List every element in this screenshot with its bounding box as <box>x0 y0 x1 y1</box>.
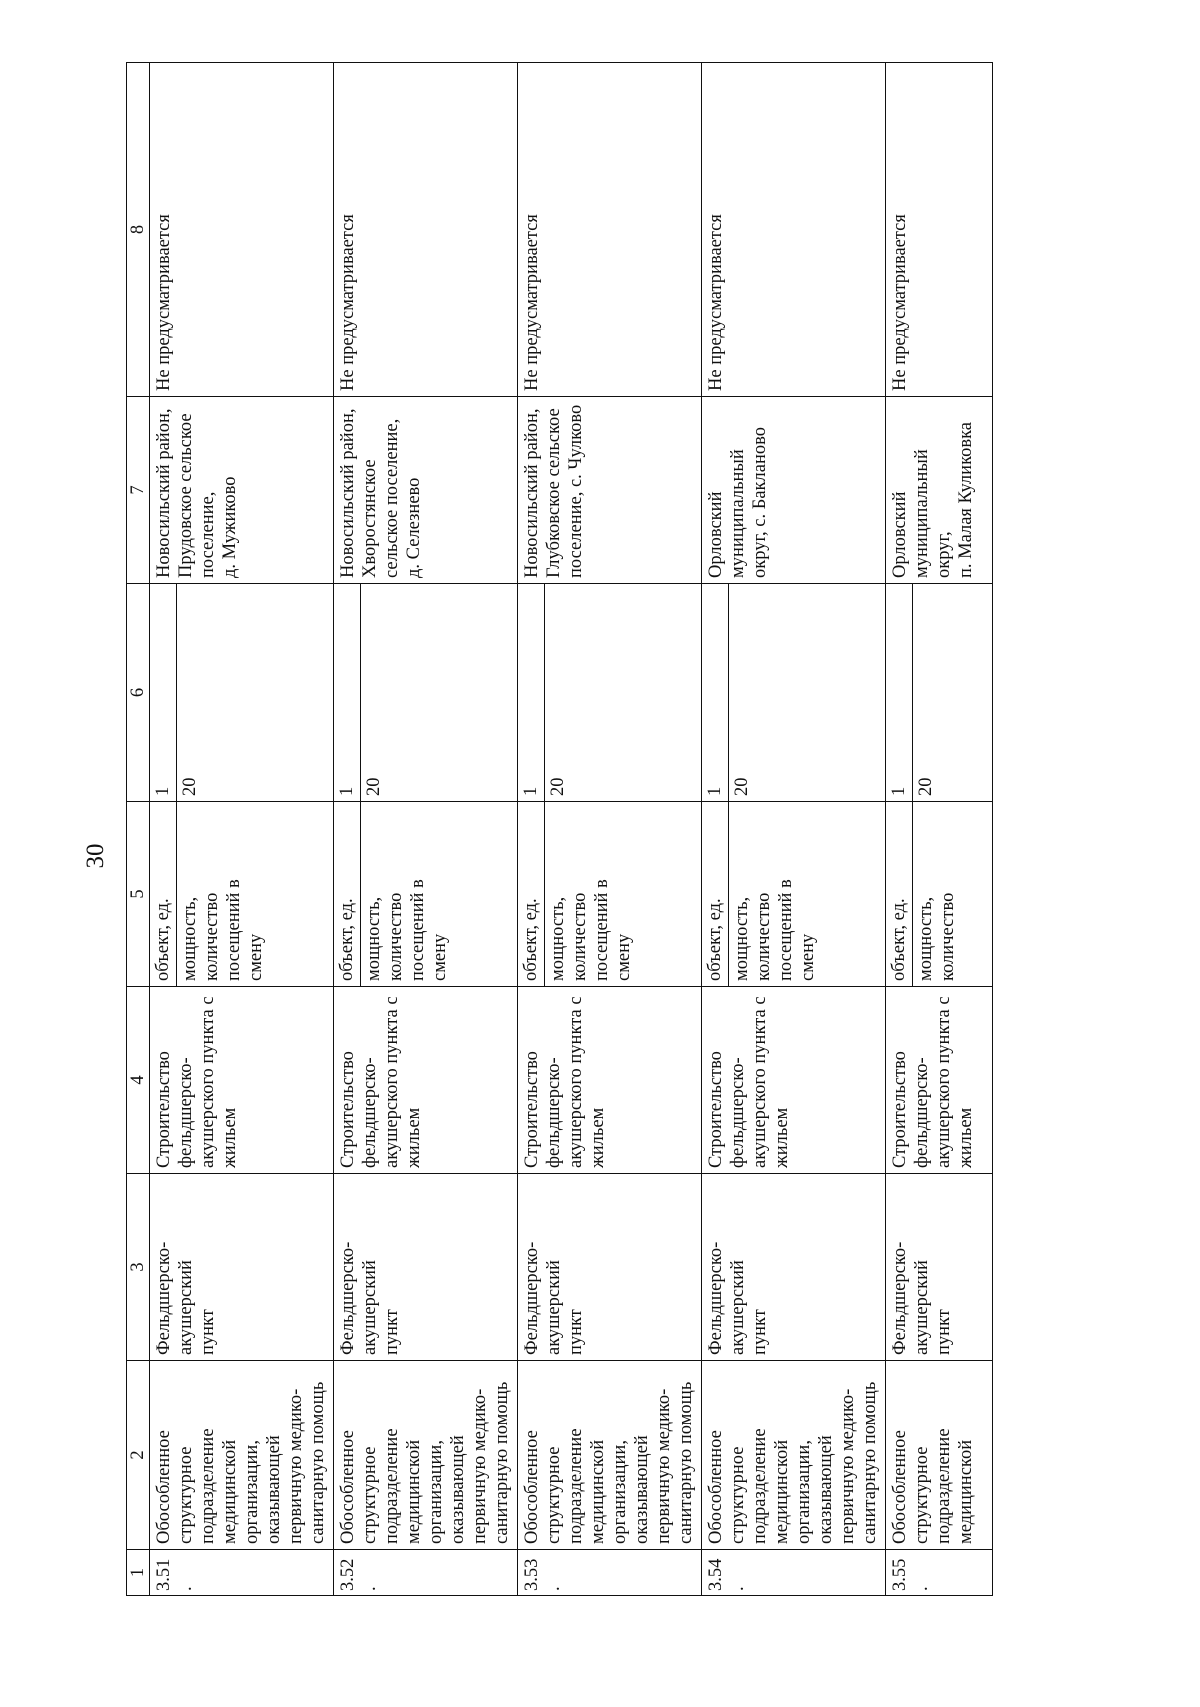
unit-bottom: мощность, количество посещений в смену <box>180 879 266 981</box>
unit-top: объект, ед. <box>334 802 361 986</box>
object-purpose: Строительство фельдшерско- акушерского пункта с жильем <box>702 987 886 1174</box>
value-cell <box>518 584 702 802</box>
object-type: Обособленное структурное подразделение медицинской организации, оказывающей первичную медико- санитарную помощь <box>702 1361 886 1550</box>
value-cell <box>334 584 518 802</box>
unit-cell <box>150 802 334 987</box>
object-zone: Не предусматривается <box>702 63 886 397</box>
object-location: Орловский муниципальный округ, п. Малая Куликовка <box>886 397 993 584</box>
header-col-8: 8 <box>127 63 150 397</box>
object-name: Фельдшерско- акушерский пункт <box>886 1174 993 1361</box>
rotated-table-sheet <box>126 63 1073 1596</box>
value-top: 1 <box>518 584 545 801</box>
unit-cell <box>518 802 702 987</box>
object-location: Новосильский район, Хворостянское сельское поселение, д. Селезнево <box>334 397 518 584</box>
object-name: Фельдшерско- акушерский пункт <box>334 1174 518 1361</box>
value-top: 1 <box>150 584 177 801</box>
unit-bottom: мощность, количество посещений в смену <box>364 879 450 981</box>
object-zone: Не предусматривается <box>334 63 518 397</box>
value-cell <box>150 584 334 802</box>
unit-top: объект, ед. <box>886 802 913 986</box>
object-name: Фельдшерско- акушерский пункт <box>518 1174 702 1361</box>
table-row <box>702 63 886 1596</box>
page-number: 30 <box>82 843 109 869</box>
value-bottom: 20 <box>916 777 936 796</box>
object-purpose: Строительство фельдшерско- акушерского пункта с жильем <box>518 987 702 1174</box>
unit-bottom: мощность, количество <box>916 892 958 981</box>
table-row <box>886 63 993 1596</box>
value-top: 1 <box>334 584 361 801</box>
row-number: 3.51. <box>150 1550 334 1596</box>
value-cell <box>702 584 886 802</box>
object-purpose: Строительство фельдшерско- акушерского пункта с жильем <box>886 987 993 1174</box>
object-name: Фельдшерско- акушерский пункт <box>150 1174 334 1361</box>
header-col-1: 1 <box>127 1550 150 1596</box>
header-col-4: 4 <box>127 987 150 1174</box>
object-type: Обособленное структурное подразделение медицинской организации, оказывающей первичную медико- санитарную помощь <box>150 1361 334 1550</box>
object-location: Орловский муниципальный округ, с. Бакланово <box>702 397 886 584</box>
object-type: Обособленное структурное подразделение медицинской организации, оказывающей первичную медико- санитарную помощь <box>518 1361 702 1550</box>
row-number: 3.55. <box>886 1550 993 1596</box>
value-bottom: 20 <box>364 777 384 796</box>
object-location: Новосильский район, Прудовское сельское поселение, д. Мужиково <box>150 397 334 584</box>
unit-top: объект, ед. <box>150 802 177 986</box>
row-number: 3.53. <box>518 1550 702 1596</box>
value-cell <box>886 584 993 802</box>
object-zone: Не предусматривается <box>886 63 993 397</box>
object-zone: Не предусматривается <box>518 63 702 397</box>
object-type: Обособленное структурное подразделение медицинской <box>886 1361 993 1550</box>
row-number: 3.54. <box>702 1550 886 1596</box>
value-top: 1 <box>702 584 729 801</box>
value-bottom: 20 <box>548 777 568 796</box>
header-col-6: 6 <box>127 584 150 802</box>
value-bottom: 20 <box>180 777 200 796</box>
unit-cell <box>334 802 518 987</box>
unit-top: объект, ед. <box>518 802 545 986</box>
row-number: 3.52. <box>334 1550 518 1596</box>
header-col-5: 5 <box>127 802 150 987</box>
unit-cell <box>886 802 993 987</box>
table-row <box>150 63 334 1596</box>
header-col-7: 7 <box>127 397 150 584</box>
column-number-header <box>127 63 150 1596</box>
object-location: Новосильский район, Глубковское сельское поселение, с. Чулково <box>518 397 702 584</box>
object-purpose: Строительство фельдшерско- акушерского пункта с жильем <box>334 987 518 1174</box>
value-top: 1 <box>886 584 913 801</box>
unit-cell <box>702 802 886 987</box>
unit-bottom: мощность, количество посещений в смену <box>732 879 818 981</box>
table-row <box>334 63 518 1596</box>
value-bottom: 20 <box>732 777 752 796</box>
unit-bottom: мощность, количество посещений в смену <box>548 879 634 981</box>
table-row <box>518 63 702 1596</box>
object-purpose: Строительство фельдшерско- акушерского пункта с жильем <box>150 987 334 1174</box>
header-col-3: 3 <box>127 1174 150 1361</box>
object-type: Обособленное структурное подразделение медицинской организации, оказывающей первичную медико- санитарную помощь <box>334 1361 518 1550</box>
object-name: Фельдшерско- акушерский пункт <box>702 1174 886 1361</box>
header-col-2: 2 <box>127 1361 150 1550</box>
objects-table <box>126 62 993 1596</box>
object-zone: Не предусматривается <box>150 63 334 397</box>
unit-top: объект, ед. <box>702 802 729 986</box>
